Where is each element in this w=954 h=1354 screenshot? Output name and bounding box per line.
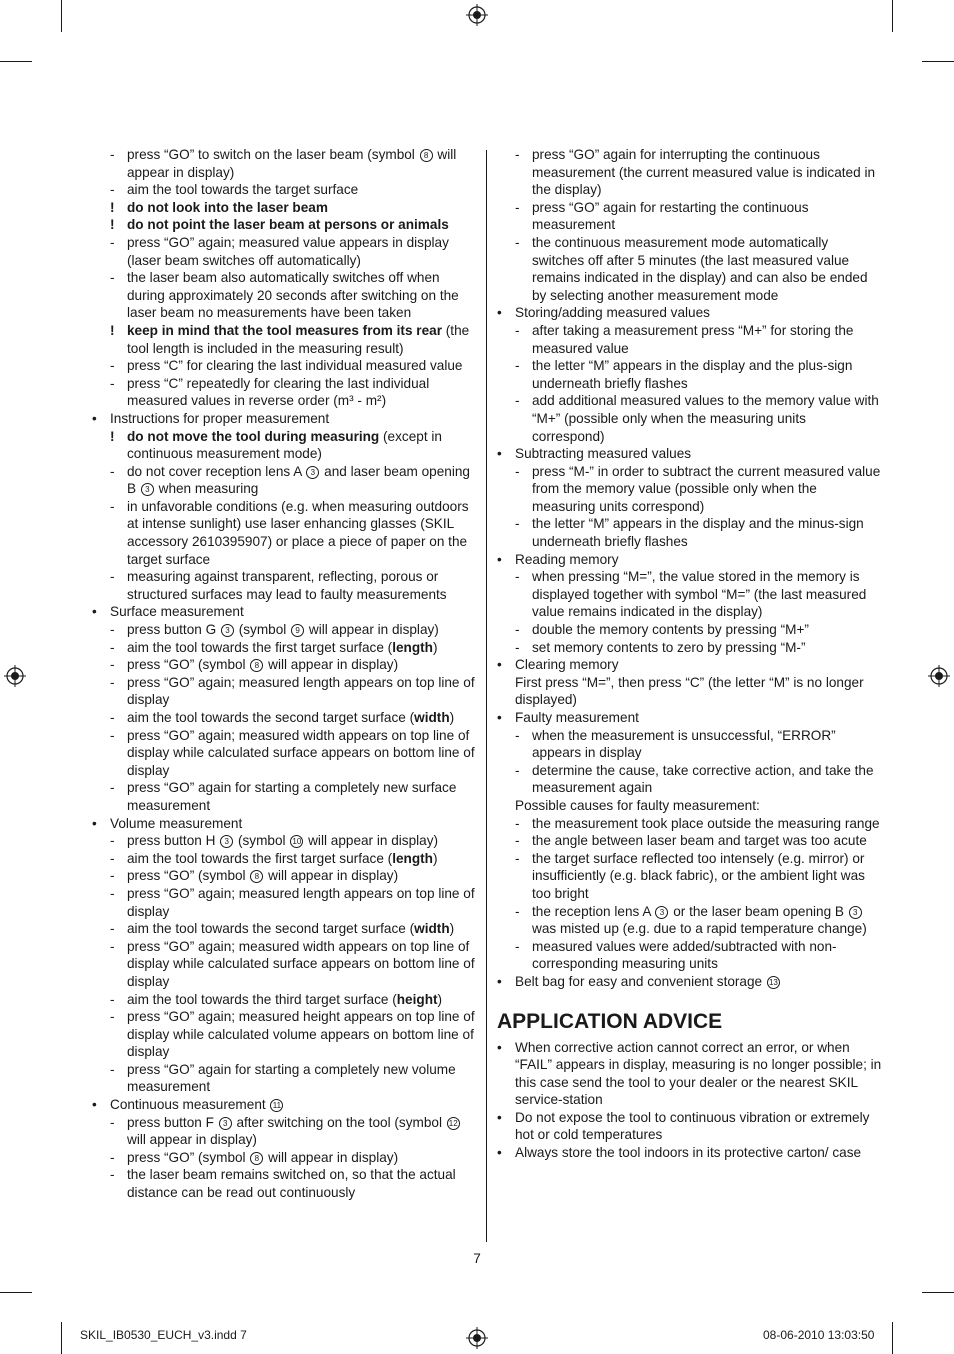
sub-item <box>497 515 882 550</box>
sub-item <box>92 779 478 814</box>
bullet-icon: • <box>92 604 97 620</box>
dash-marker: - <box>110 868 115 884</box>
dash-marker: - <box>515 727 520 743</box>
text-segment: press “GO” again; measured height appears on top line of display while calculated volume appears on bottom line of display <box>127 1009 475 1060</box>
text-segment: measured values were added/subtracted with non-corresponding measuring units <box>532 938 837 972</box>
text-segment: after switching on the tool (symbol <box>232 1114 446 1130</box>
text-segment: Clearing memory <box>515 657 619 673</box>
bullet-icon: • <box>497 305 502 321</box>
dash-marker: - <box>515 358 520 374</box>
sub-item <box>497 903 882 938</box>
dash-marker: - <box>515 762 520 778</box>
paragraph <box>497 797 882 815</box>
text-segment: the continuous measurement mode automatically switches off after 5 minutes (the last measured value remains indicated in the display) and can also be ended by selecting another measurement mode <box>532 234 868 303</box>
bullet-item <box>497 1109 882 1144</box>
dash-marker: - <box>515 903 520 919</box>
dash-marker: - <box>110 657 115 673</box>
sub-item <box>92 709 478 727</box>
page-number: 7 <box>473 1251 481 1266</box>
sub-item <box>92 832 478 850</box>
dash-marker: - <box>110 674 115 690</box>
sub-item <box>92 850 478 868</box>
dash-marker: - <box>515 639 520 655</box>
text-segment: determine the cause, take corrective action, and take the measurement again <box>532 762 874 796</box>
text-segment: Possible causes for faulty measurement: <box>515 797 760 813</box>
circled-number: 11 <box>270 1099 283 1112</box>
sub-item <box>92 920 478 938</box>
text-segment: when the measurement is unsuccessful, “ERROR” appears in display <box>532 727 836 761</box>
text-segment: Storing/adding measured values <box>515 305 710 321</box>
sub-item <box>497 322 882 357</box>
circled-number: 12 <box>447 1117 460 1130</box>
text-segment: press button G <box>127 622 220 638</box>
text-segment: will appear in display) <box>127 147 457 180</box>
right-column <box>497 146 882 1162</box>
sub-item <box>497 392 882 445</box>
text-segment: after taking a measurement press “M+” for storing the measured value <box>532 322 854 356</box>
text-segment: press “GO” again for starting a completely new surface measurement <box>127 780 457 813</box>
text-segment: will appear in display) <box>264 657 399 673</box>
text-segment: or the laser beam opening B <box>669 903 848 919</box>
sub-item <box>92 1114 478 1149</box>
dash-marker: - <box>110 1114 115 1130</box>
text-segment: Surface measurement <box>110 604 244 620</box>
text-segment: will appear in display) <box>305 622 439 638</box>
text-segment: press button F <box>127 1114 218 1130</box>
text-segment: press “GO” (symbol <box>127 1149 250 1165</box>
circled-number: 3 <box>306 466 319 479</box>
dash-marker: - <box>515 622 520 638</box>
text-segment: set memory contents to zero by pressing “M-” <box>532 639 806 655</box>
bullet-icon: • <box>497 973 502 989</box>
text-segment: Continuous measurement <box>110 1097 270 1113</box>
bullet-icon: • <box>92 1097 97 1113</box>
sub-item <box>497 146 882 199</box>
bullet-icon: • <box>92 410 97 426</box>
dash-marker: - <box>110 182 115 198</box>
text-segment: press “M-” in order to subtract the current measured value from the memory value (possible only when the measuring units correspond) <box>532 463 881 514</box>
crop-mark <box>892 1322 893 1354</box>
text-segment: aim the tool towards the first target surface ( <box>127 850 393 866</box>
bullet-item <box>497 551 882 569</box>
text-segment: will appear in display) <box>264 1149 399 1165</box>
bold-text: width <box>414 921 450 937</box>
text-segment: press “C” for clearing the last individual measured value <box>127 358 463 374</box>
bullet-icon: • <box>497 551 502 567</box>
text-segment: press “GO” again; measured length appears on top line of display <box>127 885 475 919</box>
registration-mark-icon <box>466 1327 488 1349</box>
text-segment: press “GO” to switch on the laser beam (symbol <box>127 147 419 162</box>
text-segment: press “GO” again; measured width appears on top line of display while calculated surface appears on bottom line of display <box>127 938 475 989</box>
text-segment: measuring against transparent, reflecting, porous or structured surfaces may lead to faulty measurements <box>127 569 447 602</box>
text-segment: Reading memory <box>515 551 619 567</box>
text-segment: the target surface reflected too intensely (e.g. mirror) or insufficiently (e.g. black fabric), or the ambient light was too bright <box>532 850 865 901</box>
sub-item <box>497 639 882 657</box>
sub-item <box>92 234 478 269</box>
circled-number: 8 <box>250 659 263 672</box>
circled-number: 9 <box>291 624 304 637</box>
dash-marker: - <box>110 710 115 725</box>
bold-text: do not point the laser beam at persons or animals <box>127 217 449 233</box>
bullet-item <box>92 1096 478 1114</box>
dash-marker: - <box>110 938 115 954</box>
right-item-list <box>497 146 882 991</box>
sub-item <box>92 674 478 709</box>
text-segment: Do not expose the tool to continuous vibration or extremely hot or cold temperatures <box>515 1109 870 1143</box>
sub-item <box>497 463 882 516</box>
bold-text: height <box>396 991 438 1007</box>
bullet-icon: • <box>497 1039 502 1055</box>
sub-item <box>497 568 882 621</box>
text-segment: the laser beam also automatically switches off when during approximately 20 seconds after switching on the laser beam no measurements have been taken <box>127 270 459 321</box>
sub-item <box>497 938 882 973</box>
registration-mark-icon <box>928 665 950 687</box>
dash-marker: - <box>515 393 520 409</box>
dash-marker: - <box>110 850 115 866</box>
dash-marker: - <box>110 921 115 937</box>
bold-text: width <box>414 710 450 725</box>
dash-marker: - <box>110 358 115 374</box>
circled-number: 13 <box>767 976 780 989</box>
sub-item <box>497 357 882 392</box>
dash-marker: - <box>110 234 115 250</box>
dash-marker: - <box>515 850 520 866</box>
footer-file: SKIL_IB0530_EUCH_v3.indd 7 <box>80 1328 247 1342</box>
dash-marker: - <box>515 234 520 250</box>
sub-item <box>92 146 478 181</box>
text-segment: Volume measurement <box>110 815 243 831</box>
footer-date: 08-06-2010 13:03:50 <box>763 1328 875 1342</box>
dash-marker: - <box>515 815 520 831</box>
crop-mark <box>922 61 954 62</box>
sub-item <box>92 1008 478 1061</box>
text-segment: Belt bag for easy and convenient storage <box>515 973 766 989</box>
dash-marker: - <box>110 991 115 1007</box>
dash-marker: - <box>110 639 115 655</box>
text-segment: Faulty measurement <box>515 710 639 725</box>
circled-number: 3 <box>655 906 668 919</box>
registration-mark-icon <box>466 4 488 26</box>
bullet-item <box>497 973 882 991</box>
dash-marker: - <box>110 147 115 162</box>
text-segment: aim the tool towards the second target surface ( <box>127 710 415 725</box>
sub-item <box>92 621 478 639</box>
bullet-item <box>497 445 882 463</box>
dash-marker: - <box>110 833 115 849</box>
column-divider <box>486 150 487 1242</box>
bullet-icon: • <box>497 1109 502 1125</box>
text-segment: will appear in display) <box>304 833 439 849</box>
text-segment: aim the tool towards the first target surface ( <box>127 639 393 655</box>
crop-mark <box>61 0 62 32</box>
sub-item <box>92 498 478 568</box>
bullet-item <box>497 1039 882 1109</box>
dash-marker: - <box>515 569 520 585</box>
dash-marker: - <box>515 322 520 338</box>
text-segment: (the tool length is included in the measuring result) <box>127 322 470 356</box>
text-segment: First press “M=”, then press “C” (the letter “M” is no longer displayed) <box>515 674 864 708</box>
dash-marker: - <box>515 147 520 162</box>
text-segment: aim the tool towards the second target surface ( <box>127 921 415 937</box>
sub-item <box>92 1166 478 1201</box>
text-segment: will appear in display) <box>127 1132 257 1148</box>
text-segment: press “GO” again; measured width appears on top line of display while calculated surface appears on bottom line of display <box>127 727 475 778</box>
sub-item <box>92 463 478 498</box>
dash-marker: - <box>110 498 115 514</box>
warning-marker: ! <box>110 217 115 233</box>
sub-item <box>92 181 478 199</box>
text-segment: will appear in display) <box>264 868 399 884</box>
dash-marker: - <box>110 270 115 286</box>
sub-item <box>92 216 478 234</box>
sub-item <box>497 199 882 234</box>
circled-number: 8 <box>250 870 263 883</box>
text-segment: in unfavorable conditions (e.g. when measuring outdoors at intense sunlight) use laser enhancing glasses (SKIL accessory 2610395907) or place a piece of paper on the target surface <box>127 498 469 567</box>
sub-item <box>92 322 478 357</box>
text-segment: press “C” repeatedly for clearing the last individual measured values in reverse order (m³ - m²) <box>127 375 430 409</box>
bold-text: length <box>392 639 433 655</box>
sub-item <box>92 885 478 920</box>
left-column <box>92 146 478 1202</box>
circled-number: 3 <box>220 835 233 848</box>
bullet-item <box>92 815 478 833</box>
sub-item <box>497 762 882 797</box>
text-segment: ) <box>449 710 455 725</box>
paragraph <box>497 674 882 709</box>
text-segment: was misted up (e.g. due to a rapid temperature change) <box>532 921 867 937</box>
bullet-icon: • <box>497 446 502 462</box>
circled-number: 3 <box>219 1117 232 1130</box>
dash-marker: - <box>110 1009 115 1025</box>
circled-number: 8 <box>250 1152 263 1165</box>
registration-mark-icon <box>4 665 26 687</box>
sub-item <box>92 867 478 885</box>
dash-marker: - <box>110 375 115 391</box>
text-segment: press “GO” again for restarting the continuous measurement <box>532 199 809 233</box>
crop-mark <box>892 0 893 32</box>
sub-item <box>92 357 478 375</box>
text-segment: press “GO” again; measured value appears in display (laser beam switches off automatically) <box>127 234 449 268</box>
text-segment: press “GO” (symbol <box>127 868 250 884</box>
sub-item <box>92 727 478 780</box>
text-segment: ) <box>432 850 438 866</box>
dash-marker: - <box>515 199 520 215</box>
text-segment: press “GO” again; measured length appears on top line of display <box>127 674 475 708</box>
bullet-item <box>497 1144 882 1162</box>
crop-mark <box>0 1292 32 1293</box>
text-segment: Instructions for proper measurement <box>110 410 330 426</box>
bullet-icon: • <box>92 815 97 831</box>
sub-item <box>497 815 882 833</box>
text-segment: ) <box>437 991 443 1007</box>
sub-item <box>92 639 478 657</box>
sub-item <box>92 656 478 674</box>
sub-item <box>92 428 478 463</box>
bold-text: length <box>392 850 433 866</box>
bullet-icon: • <box>497 1145 502 1161</box>
dash-marker: - <box>110 1149 115 1165</box>
sub-item <box>92 1149 478 1167</box>
text-segment: do not cover reception lens A <box>127 463 306 479</box>
text-segment: add additional measured values to the memory value with “M+” (possible only when the measuring units correspond) <box>532 393 879 444</box>
sub-item <box>497 621 882 639</box>
crop-mark <box>0 61 32 62</box>
sub-item <box>92 938 478 991</box>
text-segment: (except in continuous measurement mode) <box>127 428 442 462</box>
dash-marker: - <box>515 833 520 849</box>
text-segment: the angle between laser beam and target was too acute <box>532 833 867 849</box>
text-segment: when measuring <box>154 481 259 497</box>
sub-item <box>497 234 882 304</box>
dash-marker: - <box>515 938 520 954</box>
text-segment: the laser beam remains switched on, so that the actual distance can be read out continuously <box>127 1167 456 1201</box>
text-segment: the letter “M” appears in the display and the plus-sign underneath briefly flashes <box>532 358 853 391</box>
sub-item <box>92 199 478 217</box>
bold-text: do not move the tool during measuring <box>127 428 380 444</box>
text-segment: When corrective action cannot correct an error, or when “FAIL” appears in display, measuring is no longer possible; in this case send the tool to your dealer or the nearest SKIL service-station <box>515 1039 882 1108</box>
text-segment: press “GO” (symbol <box>127 657 250 673</box>
dash-marker: - <box>110 780 115 796</box>
circled-number: 3 <box>141 483 154 496</box>
text-segment: ) <box>449 921 455 937</box>
bullet-icon: • <box>497 710 502 725</box>
text-segment: press button H <box>127 833 220 849</box>
sub-item <box>497 832 882 850</box>
sub-item <box>92 375 478 410</box>
circled-number: 3 <box>221 624 234 637</box>
bullet-item <box>92 410 478 428</box>
section-heading: APPLICATION ADVICE <box>497 1009 723 1033</box>
bullet-item <box>497 304 882 322</box>
dash-marker: - <box>110 1061 115 1077</box>
sub-item <box>497 727 882 762</box>
advice-list <box>497 1039 882 1162</box>
text-segment: when pressing “M=”, the value stored in the memory is displayed together with symbol “M=” (the last measured value remains indicated in the display) <box>532 569 867 620</box>
text-segment: press “GO” again for starting a completely new volume measurement <box>127 1061 456 1095</box>
text-segment: Subtracting measured values <box>515 446 692 462</box>
text-segment: Always store the tool indoors in its protective carton/ case <box>515 1145 862 1161</box>
sub-item <box>92 568 478 603</box>
text-segment: (symbol <box>234 622 291 638</box>
dash-marker: - <box>515 516 520 532</box>
left-item-list <box>92 146 478 1202</box>
dash-marker: - <box>515 463 520 479</box>
circled-number: 10 <box>290 835 303 848</box>
text-segment: the measurement took place outside the measuring range <box>532 815 880 831</box>
text-segment: and laser beam opening B <box>127 463 470 497</box>
text-segment: (symbol <box>234 833 290 849</box>
dash-marker: - <box>110 463 115 479</box>
text-segment: double the memory contents by pressing “M+” <box>532 622 809 638</box>
crop-mark <box>922 1292 954 1293</box>
text-segment: press “GO” again for interrupting the continuous measurement (the current measured value is indicated in the display) <box>532 147 876 198</box>
text-segment: the reception lens A <box>532 903 655 919</box>
text-segment: ) <box>432 639 438 655</box>
text-segment: aim the tool towards the target surface <box>127 182 359 198</box>
text-segment: aim the tool towards the third target surface ( <box>127 991 397 1007</box>
dash-marker: - <box>110 727 115 743</box>
dash-marker: - <box>110 1167 115 1183</box>
sub-item <box>92 269 478 322</box>
dash-marker: - <box>110 569 115 585</box>
warning-marker: ! <box>110 322 115 338</box>
bullet-item <box>497 656 882 674</box>
bold-text: keep in mind that the tool measures from its rear <box>127 322 442 338</box>
bullet-item <box>92 603 478 621</box>
sub-item <box>92 991 478 1009</box>
dash-marker: - <box>110 885 115 901</box>
bullet-item <box>497 709 882 727</box>
warning-marker: ! <box>110 199 115 215</box>
sub-item <box>497 850 882 903</box>
circled-number: 8 <box>420 149 433 162</box>
crop-mark <box>61 1322 62 1354</box>
bold-text: do not look into the laser beam <box>127 199 328 215</box>
circled-number: 3 <box>849 906 862 919</box>
bullet-icon: • <box>497 657 502 673</box>
text-segment: the letter “M” appears in the display and the minus-sign underneath briefly flashes <box>532 516 864 550</box>
sub-item <box>92 1061 478 1096</box>
dash-marker: - <box>110 622 115 638</box>
warning-marker: ! <box>110 428 115 444</box>
